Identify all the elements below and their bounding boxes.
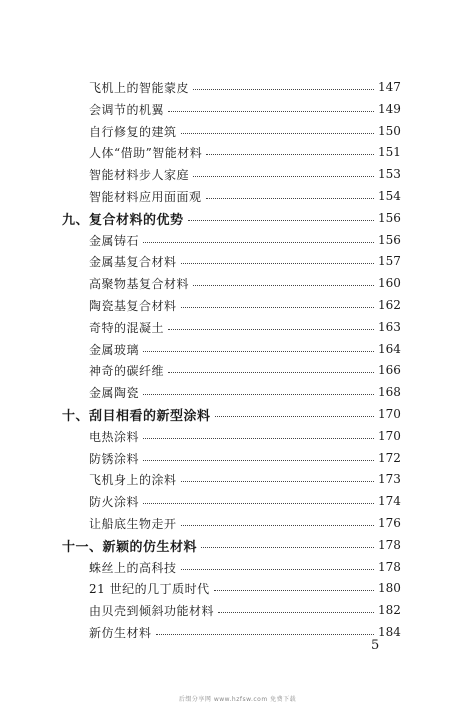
dot-leader: [168, 329, 374, 330]
toc-entry: [0, 339, 475, 359]
toc-entry-title: 智能材料步人家庭: [89, 167, 190, 182]
toc-chapter-entry: [0, 535, 475, 555]
toc-entry: [0, 164, 475, 184]
toc-entry-title: 智能材料应用面面观: [89, 189, 202, 204]
dot-leader: [181, 569, 374, 570]
toc-entry: [0, 251, 475, 271]
toc-entry-title: 高聚物基复合材料: [89, 276, 190, 291]
toc-entry-page: 166: [378, 363, 401, 377]
dot-leader: [181, 307, 374, 308]
toc-entry-page: 153: [378, 167, 401, 181]
toc-entry-title: 飞机上的智能蒙皮: [89, 80, 190, 95]
toc-entry-title: 让船底生物走开: [89, 516, 177, 531]
toc-entry-page: 156: [378, 211, 401, 225]
dot-leader: [201, 547, 374, 548]
dot-leader: [214, 590, 374, 591]
toc-entry-title: 飞机身上的涂料: [89, 472, 177, 487]
dot-leader: [181, 263, 374, 264]
dot-leader: [143, 438, 374, 439]
dot-leader: [206, 154, 374, 155]
toc-entry: [0, 142, 475, 162]
dot-leader: [168, 372, 374, 373]
dot-leader: [181, 525, 374, 526]
dot-leader: [181, 481, 374, 482]
toc-entry-title: 金属玻璃: [89, 342, 140, 357]
toc-entry-page: 154: [378, 189, 401, 203]
dot-leader: [206, 198, 374, 199]
toc-entry: [0, 99, 475, 119]
toc-entry-title: 新仿生材料: [89, 625, 152, 640]
toc-entry-title: 十一、新颖的仿生材料: [62, 539, 198, 555]
toc-entry-page: 149: [378, 102, 401, 116]
toc-entry-page: 170: [378, 429, 401, 443]
toc-entry: [0, 230, 475, 250]
toc-entry: [0, 360, 475, 380]
toc-entry-title: 防火涂料: [89, 494, 140, 509]
toc-entry-title: 九、复合材料的优势: [62, 212, 184, 228]
toc-entry: [0, 186, 475, 206]
toc-entry: [0, 295, 475, 315]
toc-entry-title: 金属基复合材料: [89, 254, 177, 269]
toc-entry-page: 174: [378, 494, 401, 508]
toc-entry-page: 147: [378, 80, 401, 94]
toc-chapter-entry: [0, 404, 475, 424]
toc-entry: [0, 317, 475, 337]
dot-leader: [193, 176, 374, 177]
dot-leader: [215, 416, 374, 417]
toc-entry-title: 会调节的机翼: [89, 102, 165, 117]
dot-leader: [143, 351, 374, 352]
dot-leader: [181, 133, 374, 134]
toc-entry: [0, 469, 475, 489]
toc-entry: [0, 121, 475, 141]
dot-leader: [193, 285, 374, 286]
toc-entry-page: 180: [378, 581, 401, 595]
toc-entry-title: 蛛丝上的高科技: [89, 560, 177, 575]
dot-leader: [218, 612, 374, 613]
toc-entry-title: 21 世纪的几丁质时代: [89, 581, 210, 596]
toc-entry: [0, 622, 475, 642]
toc-entry-page: 178: [378, 560, 401, 574]
dot-leader: [143, 460, 374, 461]
toc-entry-page: 173: [378, 472, 401, 486]
toc-entry: [0, 600, 475, 620]
toc-entry-page: 164: [378, 342, 401, 356]
toc-entry-page: 168: [378, 385, 401, 399]
toc-entry-page: 182: [378, 603, 401, 617]
toc-entry-page: 163: [378, 320, 401, 334]
toc-entry-page: 176: [378, 516, 401, 530]
toc-entry-page: 172: [378, 451, 401, 465]
dot-leader: [168, 111, 374, 112]
toc-entry: [0, 273, 475, 293]
toc-entry-page: 150: [378, 124, 401, 138]
toc-entry-title: 人体“借助”智能材料: [89, 145, 203, 160]
toc-entry-title: 防锈涂料: [89, 451, 140, 466]
toc-entry-page: 178: [378, 538, 401, 552]
toc-entry: [0, 557, 475, 577]
toc-entry-page: 151: [378, 145, 401, 159]
toc-entry-page: 157: [378, 254, 401, 268]
dot-leader: [188, 220, 374, 221]
toc-entry-page: 160: [378, 276, 401, 290]
dot-leader: [143, 242, 374, 243]
toc-entry: [0, 426, 475, 446]
toc-entry: [0, 382, 475, 402]
toc-entry-title: 由贝壳到倾斜功能材料: [89, 603, 215, 618]
toc-entry: [0, 448, 475, 468]
toc-entry: [0, 578, 475, 598]
toc-entry-page: 184: [378, 625, 401, 639]
toc-entry-title: 电热涂料: [89, 429, 140, 444]
toc-entry: [0, 77, 475, 97]
dot-leader: [193, 89, 374, 90]
toc-entry: [0, 491, 475, 511]
toc-entry-title: 金属陶瓷: [89, 385, 140, 400]
toc-entry-title: 奇特的混凝土: [89, 320, 165, 335]
dot-leader: [143, 394, 374, 395]
toc-entry-title: 十、刮目相看的新型涂料: [62, 408, 211, 424]
toc-entry-page: 170: [378, 407, 401, 421]
watermark-footer: 后缀分享网 www.hzfsw.com 免费下载: [178, 696, 297, 703]
dot-leader: [156, 634, 374, 635]
toc-entry-title: 神奇的碳纤维: [89, 363, 165, 378]
toc-entry-page: 162: [378, 298, 401, 312]
toc-entry: [0, 513, 475, 533]
toc-chapter-entry: [0, 208, 475, 228]
toc-entry-title: 金属铸石: [89, 233, 140, 248]
dot-leader: [143, 503, 374, 504]
toc-entry-title: 自行修复的建筑: [89, 124, 177, 139]
toc-entry-page: 156: [378, 233, 401, 247]
page-number: 5: [371, 638, 380, 653]
toc-entry-title: 陶瓷基复合材料: [89, 298, 177, 313]
